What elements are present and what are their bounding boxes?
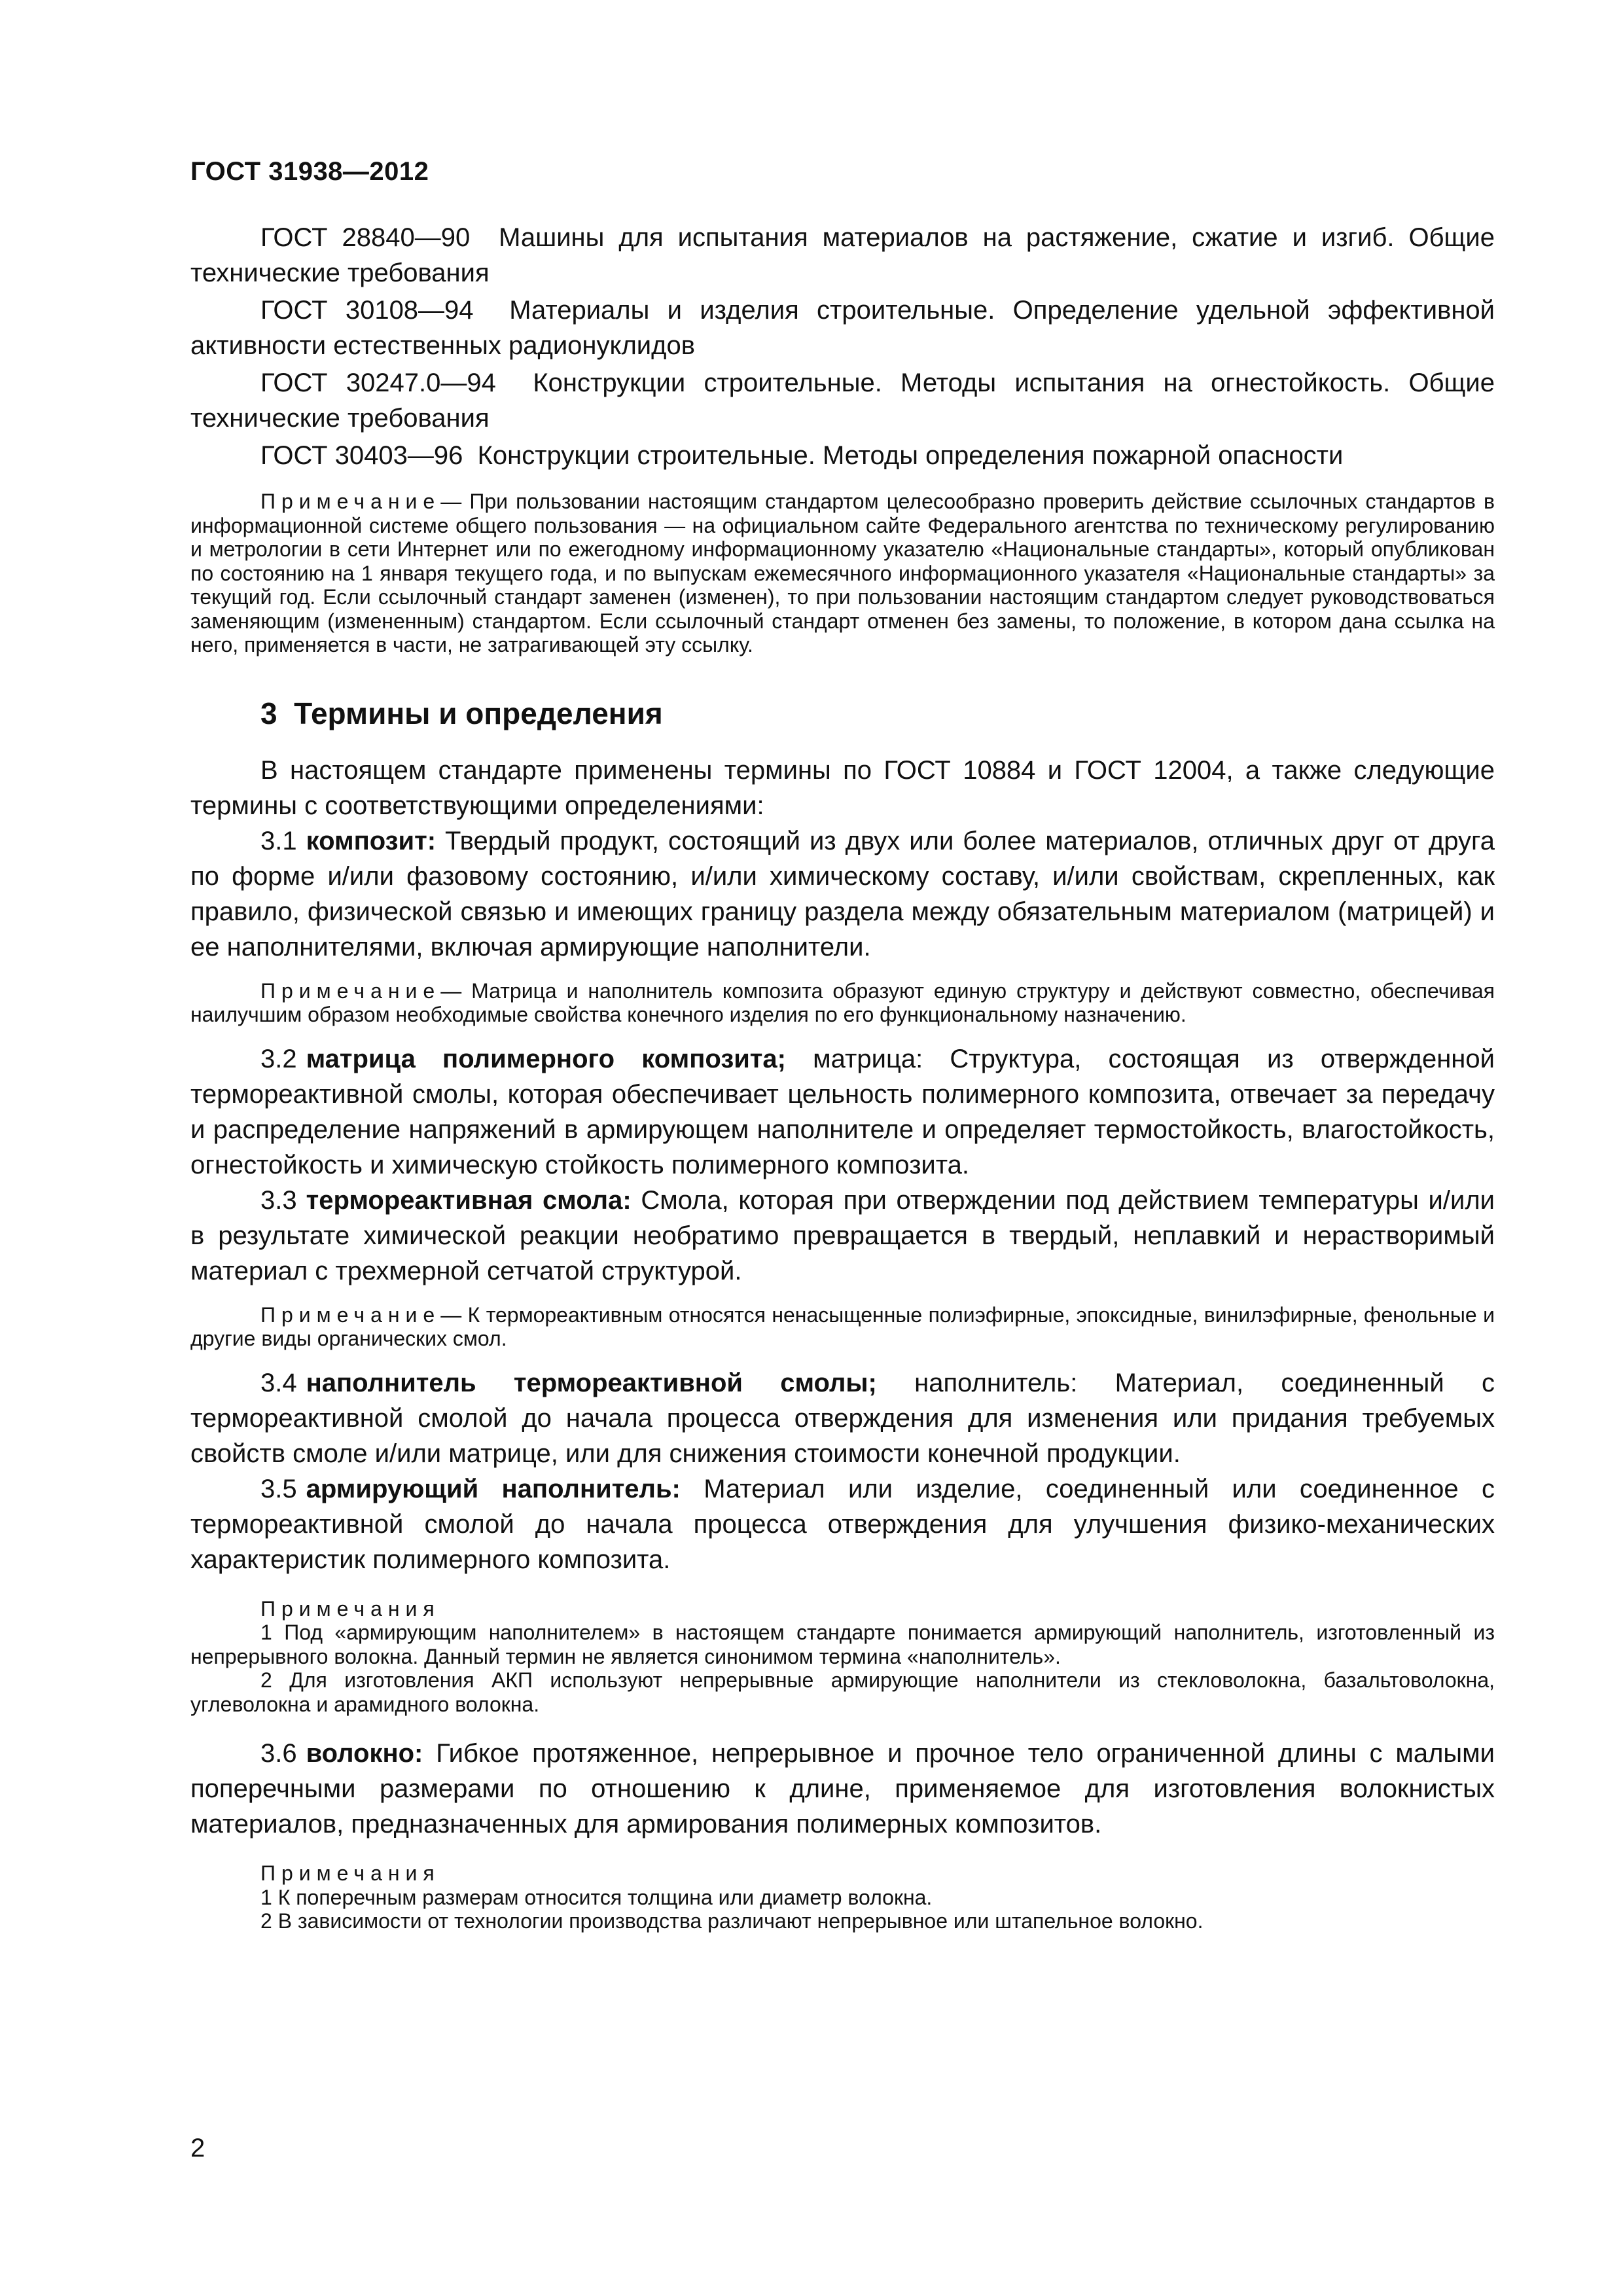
term-name: волокно: [306, 1739, 423, 1768]
note-item: 2 Для изготовления АКП используют непрерывные армирующие наполнители из стекловолокна, базальтоволокна, углеволокна и арамидного волокна. [190, 1668, 1495, 1716]
reference-code: ГОСТ 30247.0—94 [260, 368, 496, 397]
term-definition: Гибкое протяженное, непрерывное и прочное тело ограниченной длины с малыми поперечными размерами по отношению к длине, применяемое для изготовления волокнистых материалов, предназначенных для армирования полимерных композитов. [190, 1739, 1495, 1839]
term-name: армирующий наполнитель: [306, 1474, 681, 1503]
note-text: — При пользовании настоящим стандартом целесообразно проверить действие ссылочных стандартов в информационной системе общего пользования — на официальном сайте Федерального агентства по техническому регулированию и метрологии в сети Интернет или по ежегодному информационному указателю «Национальные стандарты», который опубликован по состоянию на 1 января текущего года, и по выпускам ежемесячного информационного указателя «Национальные стандарты» за текущий год. Если ссылочный стандарт заменен (изменен), то при пользовании настоящим стандартом следует руководствоваться заменяющим (измененным) стандартом. Если ссылочный стандарт отменен без замены, то положение, в котором дана ссылка на него, применяется в части, не затрагивающей эту ссылку. [190, 490, 1495, 656]
term-entry [190, 1736, 1495, 1842]
term-number: 3.6 [260, 1739, 297, 1768]
term-definition: Материал, соединенный с термореактивной смолой до начала процесса отверждения для изменения или придания требуемых свойств смоле и/или матрице, или для снижения стоимости конечной продукции. [190, 1368, 1495, 1468]
term-definition: Структура, состоящая из отвержденной термореактивной смолы, которая обеспечивает цельность полимерного композита, отвечает за передачу и распределение напряжений в армирующем наполнителе и определяет термостойкость, влагостойкость, огнестойкость и химическую стойкость полимерного композита. [190, 1044, 1495, 1179]
standard-header: ГОСТ 31938—2012 [190, 157, 429, 186]
note-item: 1 К поперечным размерам относится толщина или диаметр волокна. [260, 1885, 933, 1909]
note-label: Примечание [260, 978, 441, 1003]
section-number: 3 [260, 696, 277, 730]
note-label: Примечание [260, 1302, 441, 1327]
term-name: композит: [306, 826, 437, 855]
note-text: — Матрица и наполнитель композита образуют единую структуру и действуют совместно, обеспечивая наилучшим образом необходимые свойства конечного изделия по его функциональному назначению. [190, 978, 1495, 1026]
term-number: 3.3 [260, 1185, 297, 1215]
note-item: 1 Под «армирующим наполнителем» в настоящем стандарте понимается армирующий наполнитель, изготовленный из непрерывного волокна. Данный термин не является синонимом термина «наполнитель». [190, 1621, 1495, 1668]
note-item: 2 В зависимости от технологии производства различают непрерывное или штапельное волокно. [260, 1909, 1204, 1933]
term-name: термореактивная смола: [306, 1185, 632, 1215]
page-number: 2 [190, 2134, 205, 2162]
page-content [190, 220, 1495, 1933]
term-number: 3.4 [260, 1368, 297, 1397]
notes-heading: Примечания [260, 1596, 440, 1621]
reference-item [190, 293, 1495, 363]
term-number: 3.1 [260, 826, 297, 855]
term-note [190, 979, 1495, 1027]
note-text: — К термореактивным относятся ненасыщенные полиэфирные, эпоксидные, винилэфирные, фенольные и другие виды органических смол. [190, 1302, 1495, 1350]
section-intro: В настоящем стандарте применены термины по ГОСТ 10884 и ГОСТ 12004, а также следующие термины с соответствующими определениями: [190, 755, 1495, 820]
term-definition: Твердый продукт, состоящий из двух или более материалов, отличных друг от друга по форме и/или фазовому состоянию, и/или химическому составу, и/или свойствам, скрепленных, как правило, физической связью и имеющих границу раздела между обязательным материалом (матрицей) и ее наполнителями, включая армирующие наполнители. [190, 826, 1495, 961]
term-note [190, 1303, 1495, 1351]
term-synonym: наполнитель: [914, 1368, 1078, 1397]
note-label: Примечание [260, 490, 441, 513]
term-definition: Смола, которая при отверждении под действием температуры и/или в результате химической реакции необратимо превращается в твердый, неплавкий и нерастворимый материал с трехмерной сетчатой структурой. [190, 1185, 1495, 1285]
reference-code: ГОСТ 30108—94 [260, 296, 474, 325]
term-definition: Материал или изделие, соединенный или соединенное с термореактивной смолой до начала процесса отверждения для улучшения физико-механических характеристик полимерного композита. [190, 1474, 1495, 1574]
reference-title: Материалы и изделия строительные. Определение удельной эффективной активности естественных радионуклидов [190, 296, 1495, 360]
term-name: матрица полимерного композита; [306, 1044, 786, 1073]
reference-title: Конструкции строительные. Методы испытания на огнестойкость. Общие технические требования [190, 368, 1495, 433]
term-number: 3.2 [260, 1044, 297, 1073]
reference-item [190, 365, 1495, 436]
notes-heading: Примечания [260, 1861, 440, 1885]
reference-title: Конструкции строительные. Методы определения пожарной опасности [477, 441, 1344, 470]
references-note [190, 490, 1495, 657]
term-entry [190, 1471, 1495, 1577]
reference-item [190, 220, 1495, 291]
term-entry [190, 823, 1495, 965]
term-entry [190, 1041, 1495, 1183]
term-entry [190, 1183, 1495, 1289]
section-title-text: Термины и определения [294, 696, 663, 730]
term-entry [190, 1365, 1495, 1471]
term-synonym: матрица: [813, 1044, 923, 1073]
reference-item [190, 438, 1495, 473]
section-title [260, 694, 1495, 733]
term-number: 3.5 [260, 1474, 297, 1503]
reference-code: ГОСТ 28840—90 [260, 223, 471, 252]
reference-code: ГОСТ 30403—96 [260, 441, 463, 470]
term-name: наполнитель термореактивной смолы; [306, 1368, 877, 1397]
reference-title: Машины для испытания материалов на растяжение, сжатие и изгиб. Общие технические требования [190, 223, 1495, 287]
